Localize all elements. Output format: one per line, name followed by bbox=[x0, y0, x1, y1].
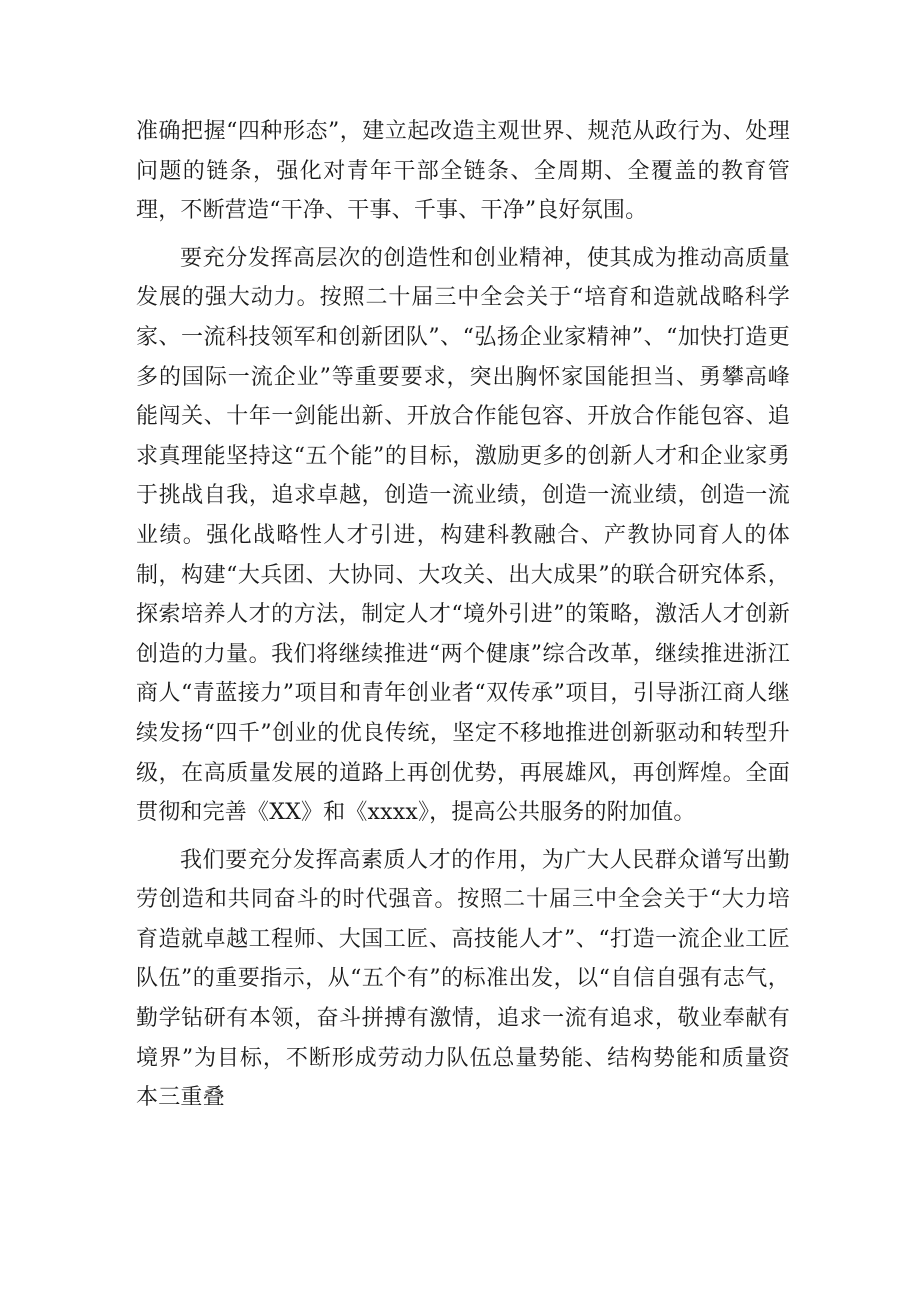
paragraph-3: 我们要充分发挥高素质人才的作用，为广大人民群众谱写出勤劳创造和共同奋斗的时代强音。按照二十届三中全会关于“大力培育造就卓越工程师、大国工匠、高技能人才”、“打造一流企业工匠队伍”的重要指示，从“五个有”的标准出发，以“自信自强有志气，勤学钻研有本领，奋斗拼搏有激情，追求一流有追求，敬业奉献有境界”为目标，不断形成劳动力队伍总量势能、结构势能和质量资本三重叠 bbox=[136, 847, 790, 1111]
paragraph-1: 准确把握“四种形态”，建立起改造主观世界、规范从政行为、处理问题的链条，强化对青年干部全链条、全周期、全覆盖的教育管理，不断营造“干净、干事、千事、干净”良好氛围。 bbox=[136, 119, 790, 224]
paragraph-2: 要充分发挥高层次的创造性和创业精神，使其成为推动高质量发展的强大动力。按照二十届三中全会关于“培育和造就战略科学家、一流科技领军和创新团队”、“弘扬企业家精神”、“加快打造更多的国际一流企业”等重要要求，突出胸怀家国能担当、勇攀高峰能闯关、十年一剑能出新、开放合作能包容、开放合作能包容、追求真理能坚持这“五个能”的目标，激励更多的创新人才和企业家勇于挑战自我，追求卓越，创造一流业绩，创造一流业绩，创造一流业绩。强化战略性人才引进，构建科教融合、产教协同育人的体制，构建“大兵团、大协同、大攻关、出大成果”的联合研究体系，探索培养人才的方法，制定人才“境外引进”的策略，激活人才创新创造的力量。我们将继续推进“两个健康”综合改革，继续推进浙江商人“青蓝接力”项目和青年创业者“双传承”项目，引导浙江商人继续发扬“四千”创业的优良传统，坚定不移地推进创新驱动和转型升级，在高质量发展的道路上再创优势，再展雄风，再创辉煌。全面贯彻和完善《XX》和《xxxx》，提高公共服务的附加值。 bbox=[136, 245, 790, 826]
document-body bbox=[136, 112, 790, 1118]
